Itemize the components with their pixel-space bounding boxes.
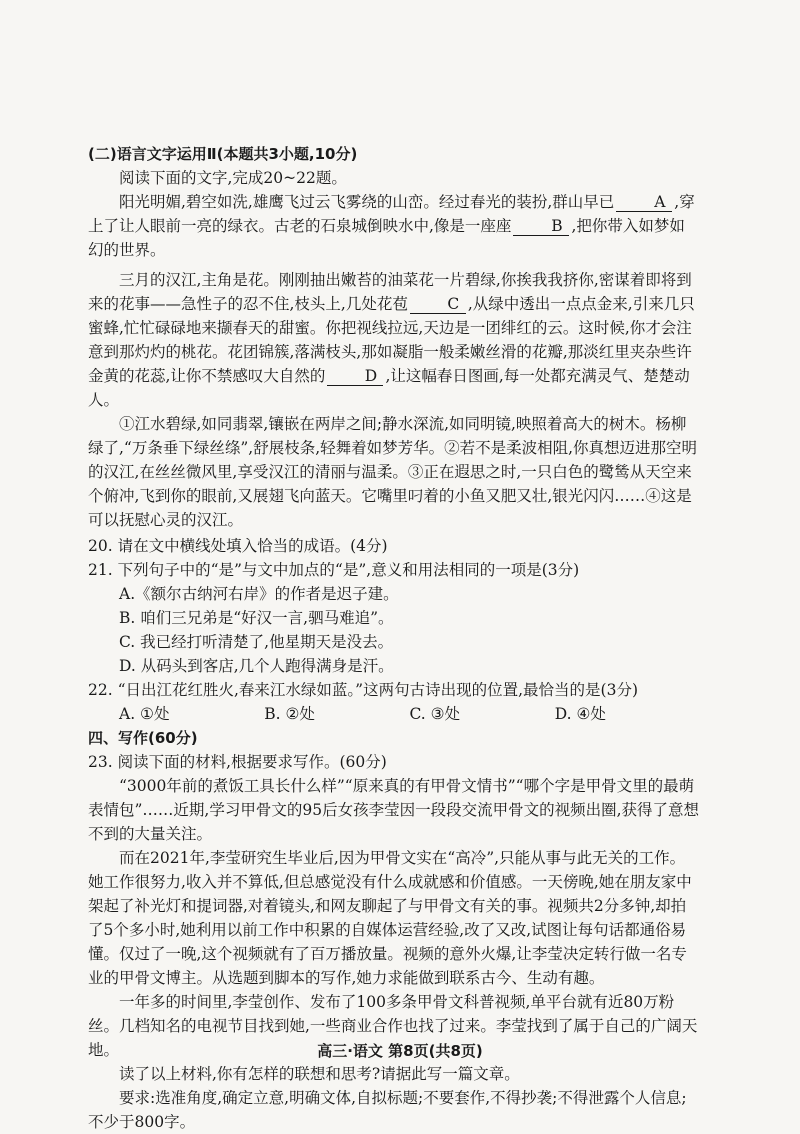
passage-paragraph-1: 阳光明媚,碧空如洗,雄鹰飞过云飞雾绕的山峦。经过春光的装扮,群山早已 A ,穿上了让人眼前一亮的绿衣。古老的石泉城倒映水中,像是一座座 B ,把你带入如梦如幻的世界。	[88, 193, 695, 259]
reading-section	[88, 142, 700, 1134]
q21-option-c: C. 我已经打听清楚了,他星期天是没去。	[119, 633, 394, 651]
passage-paragraph-3: ①江水碧绿,如同翡翠,镶嵌在两岸之间;静水深流,如同明镜,映照着高大的树木。杨柳绿了,“万条垂下绿丝绦”,舒展枝条,轻舞着如梦芳华。②若不是柔波相阻,你真想迈进那空明的汉江,在丝丝微风里,享受汉江的清丽与温柔。③正在遐思之时,一只白色的鹭鸶从天空来个俯冲,飞到你的眼前,又展翅飞向蓝天。它嘴里叼着的小鱼又肥又壮,银光闪闪……④这是可以抚慰心灵的汉江。	[88, 415, 698, 529]
q22-options	[88, 702, 700, 726]
q21-option-d: D. 从码头到客店,几个人跑得满身是汗。	[119, 657, 394, 675]
writing-prompt: 读了以上材料,你有怎样的联想和思考?请据此写一篇文章。	[119, 1065, 520, 1083]
question-22: 22. “日出江花红胜火,春来江水绿如蓝。”这两句古诗出现的位置,最恰当的是(3分)	[88, 681, 638, 699]
material-paragraph-1: “3000年前的煮饭工具长什么样”“原来真的有甲骨文情书”“哪个字是甲骨文里的最萌表情包”……近期,学习甲骨文的95后女孩李莹因一段段交流甲骨文的视频出圈,获得了意想不到的大量关注。	[88, 777, 700, 843]
section-intro: 阅读下面的文字,完成20~22题。	[119, 169, 347, 187]
material-paragraph-3: 一年多的时间里,李莹创作、发布了100多条甲骨文科普视频,单平台就有近80万粉丝。几档知名的电视节目找到她,一些商业合作也找了过来。李莹找到了属于自己的广阔天地。	[88, 993, 698, 1059]
q22-option-c: C. ③处	[409, 705, 461, 723]
material-paragraph-2: 而在2021年,李莹研究生毕业后,因为甲骨文实在“高冷”,只能从事与此无关的工作。她工作很努力,收入并不算低,但总感觉没有什么成就感和价值感。一天傍晚,她在朋友家中架起了补光灯和提词器,对着镜头,和网友聊起了与甲骨文有关的事。视频共2分多钟,却拍了5个多小时,她利用以前工作中积累的自媒体运营经验,改了又改,试图让每句话都通俗易懂。仅过了一晚,这个视频就有了百万播放量。视频的意外火爆,让李莹决定转行做一名专业的甲骨文博主。从选题到脚本的写作,她力求能做到联系古今、生动有趣。	[88, 849, 692, 987]
blank-d: D	[327, 367, 383, 386]
blank-a: A	[616, 193, 672, 212]
q21-option-b: B. 咱们三兄弟是“好汉一言,驷马难追”。	[119, 609, 394, 627]
q22-option-b: B. ②处	[264, 705, 315, 723]
question-23: 23. 阅读下面的材料,根据要求写作。(60分)	[88, 753, 387, 771]
blank-c: C	[410, 295, 466, 314]
q22-option-d: D. ④处	[554, 705, 606, 723]
section-title: (二)语言文字运用Ⅱ(本题共3小题,10分)	[88, 145, 358, 163]
passage-paragraph-2: 三月的汉江,主角是花。刚刚抽出嫩苔的油菜花一片碧绿,你挨我我挤你,密谋着即将到来的花事——急性子的忍不住,枝头上,几处花苞 C ,从绿中透出一点点金来,引来几只蜜蜂,忙忙碌碌地来撷春天的甜蜜。你把视线拉远,天边是一团绯红的云。这时候,你才会注意到那灼灼的桃花。花团锦簇,落满枝头,那如凝脂一般柔嫩丝滑的花瓣,那淡红里夹杂些许金黄的花蕊,让你不禁感叹大自然的 D ,让这幅春日图画,每一处都充满灵气、楚楚动人。	[88, 271, 695, 409]
blank-b: B	[513, 217, 569, 236]
q22-option-a: A. ①处	[119, 705, 170, 723]
page-footer: 高三·语文 第8页(共8页)	[317, 1042, 483, 1060]
writing-section-title: 四、写作(60分)	[88, 729, 198, 747]
writing-requirements: 要求:选准角度,确定立意,明确文体,自拟标题;不要套作,不得抄袭;不得泄露个人信息;不少于800字。	[88, 1089, 687, 1131]
q21-option-a: A.《额尔古纳河右岸》的作者是迟子建。	[119, 585, 399, 603]
question-21: 21. 下列句子中的“是”与文中加点的“是”,意义和用法相同的一项是(3分)	[88, 561, 580, 579]
question-20: 20. 请在文中横线处填入恰当的成语。(4分)	[88, 537, 388, 555]
